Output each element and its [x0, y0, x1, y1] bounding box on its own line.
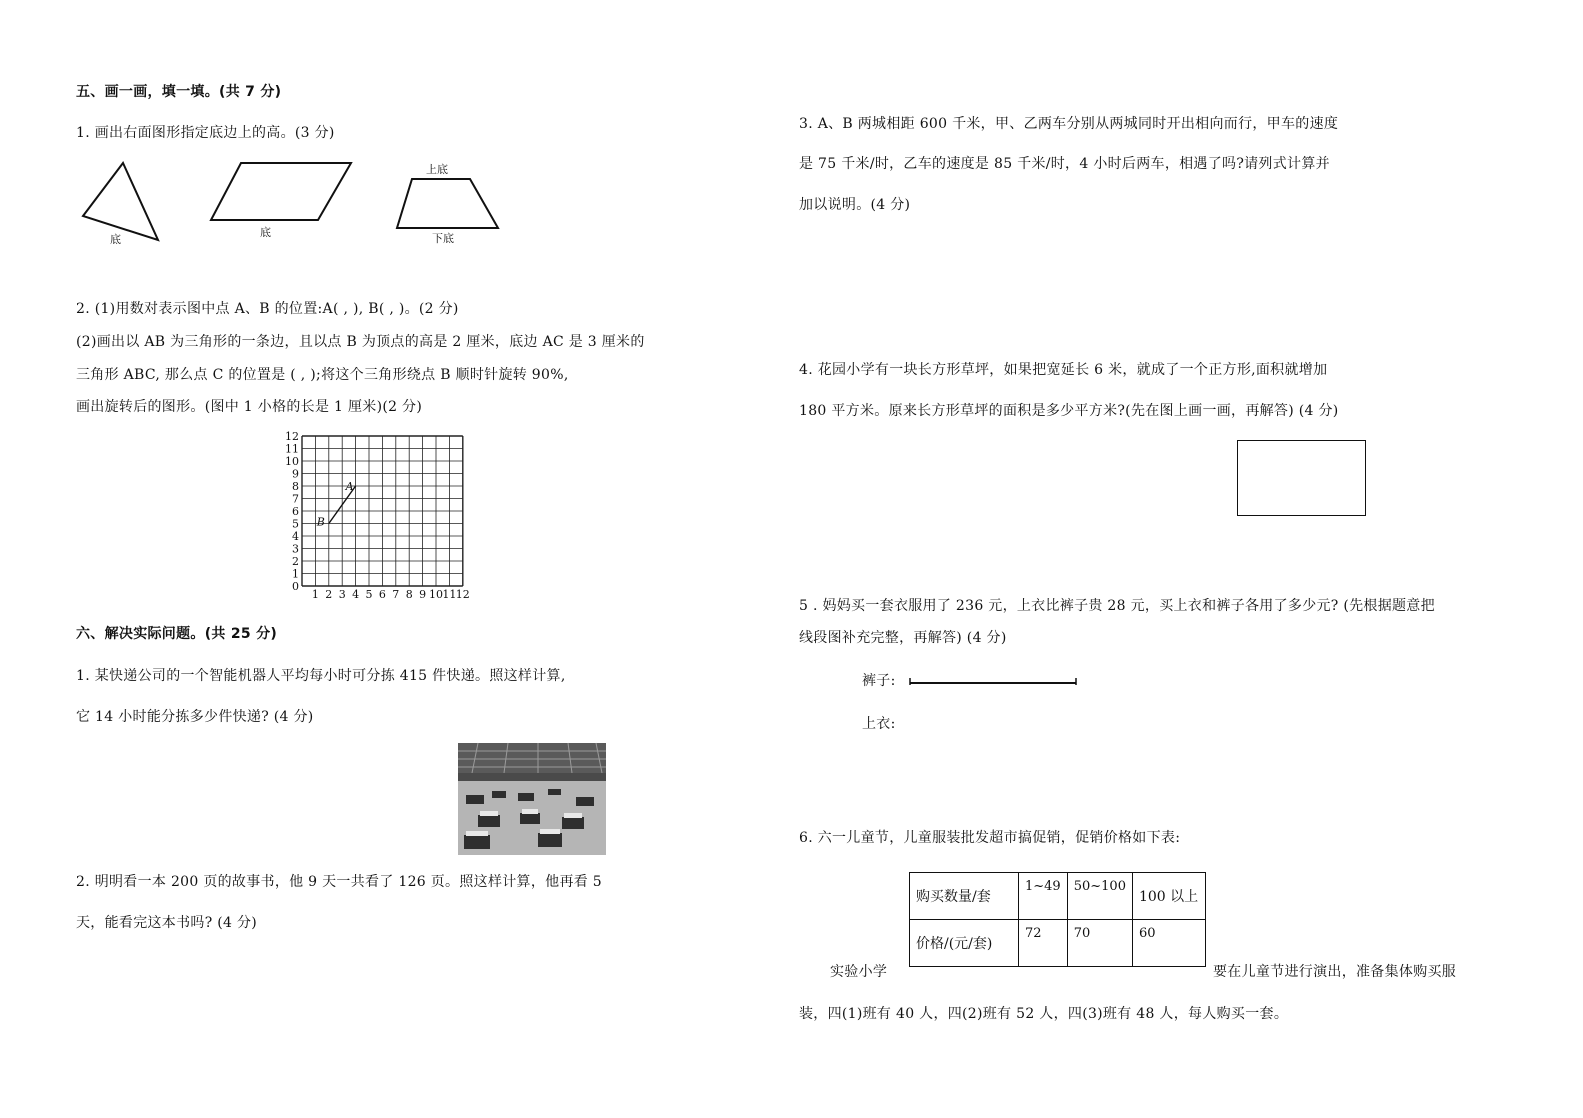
question-5-2-line-2: (2)画出以 AB 为三角形的一条边，且以点 B 为顶点的高是 2 厘米，底边 AC 是 3 厘米的 — [76, 334, 645, 350]
x-tick-label: 11 — [442, 588, 457, 601]
y-tick-label: 2 — [292, 555, 299, 568]
price-table — [909, 872, 1206, 967]
question-6-1-line-2: 它 14 小时能分拣多少件快递? (4 分) — [76, 709, 314, 725]
x-tick-label: 9 — [419, 588, 427, 601]
x-tick-label: 3 — [338, 588, 346, 601]
table-row — [910, 920, 1206, 967]
question-5-1: 1. 画出右面图形指定底边上的高。(3 分) — [76, 125, 335, 141]
top-clothes-label: 上衣: — [862, 716, 896, 732]
table-cell: 60 — [1132, 920, 1205, 967]
question-6-6-line-2b: 要在儿童节进行演出，准备集体购买服 — [1213, 964, 1457, 980]
x-tick-label: 5 — [365, 588, 373, 601]
section-5-title: 五、画一画，填一填。(共 7 分) — [76, 84, 282, 100]
triangle-figure — [80, 160, 170, 250]
point-b-label: B — [316, 515, 325, 529]
lawn-rectangle-figure — [1237, 440, 1366, 516]
trapezoid-figure — [394, 160, 504, 250]
question-6-4-line-1: 4. 花园小学有一块长方形草坪，如果把宽延长 6 米，就成了一个正方形,面积就增加 — [799, 362, 1328, 378]
x-tick-label: 10 — [429, 588, 443, 601]
x-tick-label: 4 — [352, 588, 360, 601]
y-tick-label: 10 — [285, 455, 299, 468]
question-6-6-line-3: 装，四(1)班有 40 人，四(2)班有 52 人，四(3)班有 48 人，每人购买一套。 — [799, 1006, 1289, 1022]
pants-line-segment — [908, 676, 1080, 688]
y-tick-label: 9 — [292, 467, 299, 481]
question-6-6-line-1: 6. 六一儿童节，儿童服装批发超市搞促销，促销价格如下表: — [799, 830, 1181, 846]
coordinate-grid — [280, 430, 480, 602]
pants-label: 裤子: — [862, 673, 896, 689]
question-6-6-line-2a: 实验小学 — [830, 964, 888, 980]
x-tick-label: 6 — [378, 588, 386, 601]
question-6-3-line-2: 是 75 千米/时，乙车的速度是 85 千米/时，4 小时后两车，相遇了吗?请列式计算并 — [799, 156, 1330, 172]
section-6-title: 六、解决实际问题。(共 25 分) — [76, 626, 278, 642]
y-tick-label: 6 — [292, 505, 299, 518]
table-cell: 70 — [1067, 920, 1132, 967]
point-a-label: A — [345, 480, 354, 493]
table-cell: 72 — [1019, 920, 1068, 967]
parallelogram-base-label: 底 — [260, 226, 271, 239]
trapezoid-top-label: 上底 — [426, 163, 448, 176]
question-6-4-line-2: 180 平方米。原来长方形草坪的面积是多少平方米?(先在图上画一画，再解答) (4 分) — [799, 403, 1339, 419]
y-tick-label: 1 — [292, 567, 299, 581]
trapezoid-bottom-label: 下底 — [432, 232, 454, 245]
y-tick-label: 12 — [285, 430, 299, 443]
question-6-1-line-1: 1. 某快递公司的一个智能机器人平均每小时可分拣 415 件快递。照这样计算, — [76, 668, 566, 684]
parallelogram-figure — [208, 160, 358, 240]
question-5-2-line-1: 2. (1)用数对表示图中点 A、B 的位置:A( , ), B( , )。(2 分) — [76, 301, 459, 317]
question-6-2-line-2: 天，能看完这本书吗? (4 分) — [76, 915, 258, 931]
question-5-2-line-4: 画出旋转后的图形。(图中 1 小格的长是 1 厘米)(2 分) — [76, 399, 423, 415]
table-cell: 价格/(元/套) — [910, 920, 1019, 967]
x-tick-label: 2 — [325, 588, 333, 601]
table-cell: 100 以上 — [1132, 873, 1205, 920]
question-5-2-line-3: 三角形 ABC, 那么点 C 的位置是 ( , );将这个三角形绕点 B 顺时针旋转 90%, — [76, 367, 569, 383]
y-tick-label: 4 — [292, 530, 299, 543]
question-6-2-line-1: 2. 明明看一本 200 页的故事书，他 9 天一共看了 126 页。照这样计算，他再看 5 — [76, 874, 603, 890]
table-cell: 购买数量/套 — [910, 873, 1019, 920]
y-tick-label: 3 — [292, 542, 299, 556]
question-6-3-line-1: 3. A、B 两城相距 600 千米，甲、乙两车分别从两城同时开出相向而行，甲车的速度 — [799, 116, 1339, 132]
question-6-5-line-1: 5 . 妈妈买一套衣服用了 236 元，上衣比裤子贵 28 元，买上衣和裤子各用了多少元? (先根据题意把 — [799, 598, 1435, 614]
y-tick-label: 0 — [292, 580, 299, 593]
triangle-base-label: 底 — [110, 233, 121, 246]
table-cell: 50~100 — [1067, 873, 1132, 920]
x-tick-label: 12 — [455, 588, 470, 601]
warehouse-robot-photo — [458, 743, 606, 855]
table-cell: 1~49 — [1019, 873, 1068, 920]
y-tick-label: 11 — [285, 442, 299, 456]
question-6-3-line-3: 加以说明。(4 分) — [799, 197, 911, 213]
x-tick-label: 8 — [405, 588, 413, 601]
question-6-5-line-2: 线段图补充完整，再解答) (4 分) — [799, 630, 1007, 646]
y-tick-label: 7 — [292, 492, 299, 506]
x-tick-label: 1 — [311, 588, 319, 601]
y-tick-label: 5 — [292, 517, 299, 531]
x-tick-label: 7 — [392, 588, 400, 601]
table-row — [910, 873, 1206, 920]
y-tick-label: 8 — [292, 480, 299, 493]
